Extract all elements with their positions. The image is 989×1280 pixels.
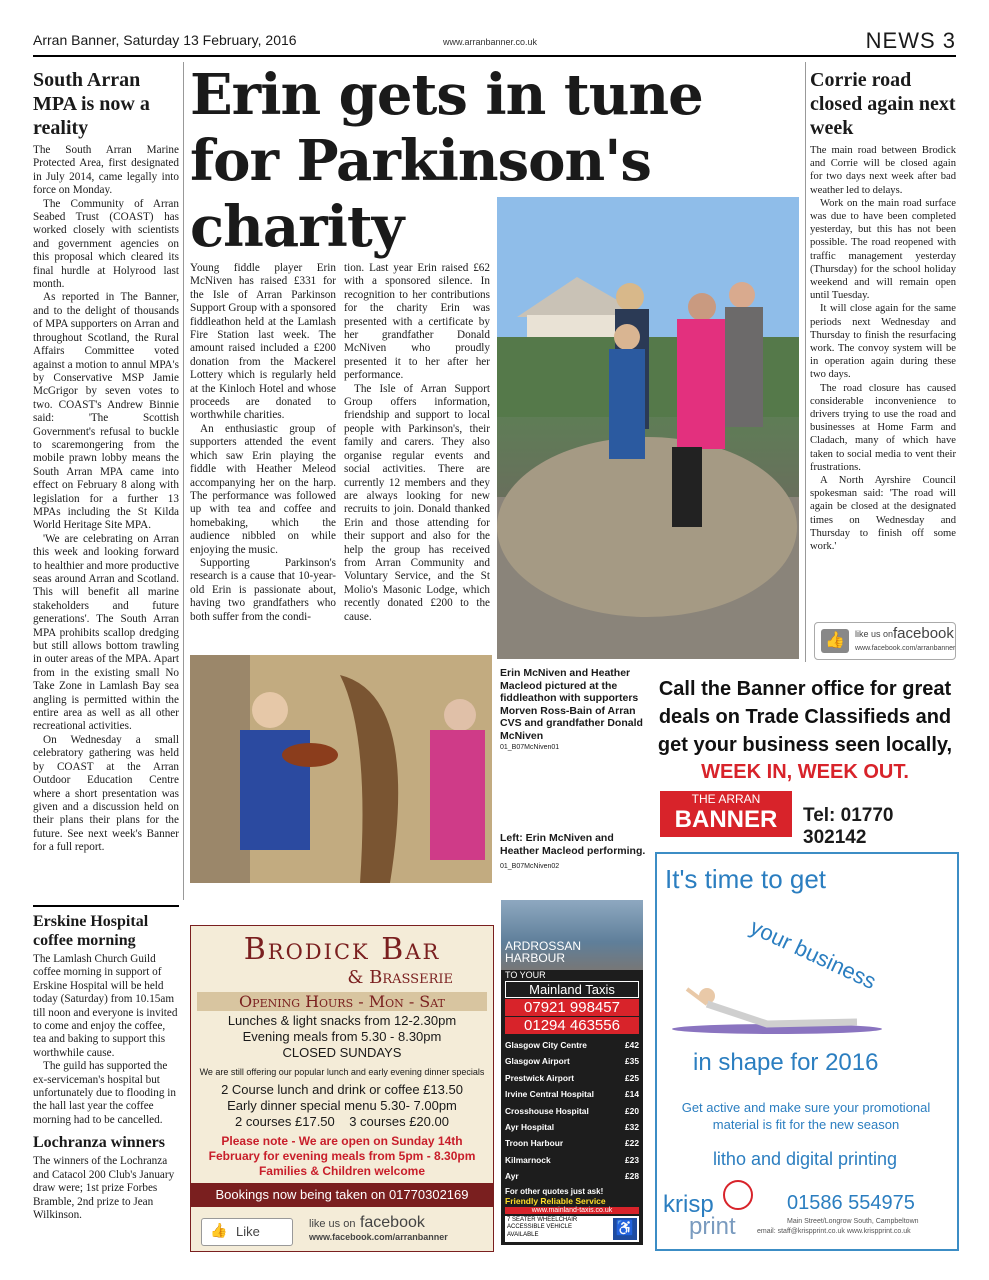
brodick-note: Please note - We are open on Sunday 14th February for evening meals from 5pm - 8.30pm Families & Children welcome [208, 1134, 476, 1178]
like-label: Like [236, 1224, 260, 1239]
fare-price: £28 [625, 1171, 639, 1182]
brodick-fb-url[interactable]: www.facebook.com/arranbanner [309, 1232, 448, 1242]
classifieds-tel: Tel: 01770 302142 [803, 805, 894, 848]
fb-like-text: like us on [855, 629, 894, 639]
fb-brand: facebook [893, 625, 954, 642]
taxi-name: Mainland Taxis [505, 981, 639, 998]
erin-para: Supporting Parkinson's research is a cause that 10-year-old Erin is passionate about, having two grandfathers who both suffer from the condi- [190, 556, 336, 623]
erin-para: An enthusiastic group of supporters attended the event which saw Erin playing the fiddle with Heather Meleod accompanying her on the harp. The performance was followed up with tea and coffee and homebaking, which the audience nibbled on while enjoying the music. [190, 422, 336, 556]
brodick-ad [190, 925, 494, 1252]
header-url[interactable]: www.arranbanner.co.uk [443, 37, 538, 47]
fare-price: £32 [625, 1122, 639, 1133]
erskine-title: Erskine Hospital coffee morning [33, 913, 149, 949]
brodick-lines [191, 1013, 493, 1130]
mpa-title: South Arran MPA is now a reality [33, 69, 150, 139]
brodick-fb-like: like us on [309, 1218, 356, 1230]
brodick-special: 2 Course lunch and drink or coffee £13.50 [221, 1082, 463, 1097]
lochranza-title: Lochranza winners [33, 1134, 165, 1152]
fare-row [505, 1086, 639, 1102]
krisp-phone: 01586 554975 [787, 1192, 915, 1214]
brodick-courses [191, 1114, 493, 1130]
fare-price: £42 [625, 1040, 639, 1050]
logo-top: THE ARRAN [691, 792, 761, 806]
header-rule [33, 55, 956, 57]
logo-bottom: BANNER [674, 806, 778, 833]
classifieds-slogan: WEEK IN, WEEK OUT. [701, 761, 909, 783]
brodick-line: Lunches & light snacks from 12-2.30pm [227, 1013, 457, 1028]
fare-price: £23 [625, 1154, 639, 1165]
taxi-other: For other quotes just ask! [505, 1186, 604, 1196]
harbour-text [505, 940, 581, 964]
fare-row [505, 1152, 639, 1168]
fare-place: Glasgow Airport [505, 1056, 570, 1067]
group-photo [497, 197, 799, 659]
fare-place: Irvine Central Hospital [505, 1089, 594, 1100]
krisp-line3: in shape for 2016 [693, 1049, 879, 1076]
facebook-badge[interactable] [814, 622, 956, 660]
krisp-ad [655, 852, 959, 1251]
harbour-photo [501, 900, 643, 970]
krisp-brand1: krisp [663, 1191, 714, 1218]
fare-row [505, 1135, 639, 1151]
erskine-para: The Lamlash Church Guild coffee morning in support of Erskine Hospital will be held today (Saturday) from 10.15am till noon and everyone is invited to come and enjoy the coffee, tea and baking to support this worthwhile cause. [33, 953, 178, 1059]
harbour-line: HARBOUR [505, 951, 566, 965]
krisp-line1: It's time to get [665, 864, 827, 894]
corrie-para: A North Ayrshire Council spokesman said: 'The road will again be closed at the designated times on Wednesday and Thursday to finish off some work.' [810, 475, 956, 553]
caption-perform-code: 01_B07McNiven02 [500, 863, 560, 870]
fare-row [505, 1037, 639, 1053]
fare-price: £14 [625, 1089, 639, 1100]
krisp-line2: your business [746, 914, 881, 995]
corrie-para: The road closure has caused considerable inconvenience to drivers trying to use the road and businesses at Home Farm and Cladach, many of which have taken to social media to vent their frustrations. [810, 382, 956, 473]
mpa-para: On Wednesday a small celebratory gathering was held by COAST at the Arran Outdoor Education Centre where a short presentation was given and a discussion held on their plans their plans for the future. See next week's Banner for a full report. [33, 733, 179, 854]
divider [33, 905, 179, 907]
fare-list [501, 1035, 643, 1187]
fare-row [505, 1070, 639, 1086]
caption-perform [500, 832, 648, 874]
fare-place: Glasgow City Centre [505, 1040, 587, 1050]
mpa-para: The Community of Arran Seabed Trust (COAST) has worked closely with scientists and government agencies on this proposal which cleared its final hurdle at Holyrood last month. [33, 197, 179, 291]
corrie-body [810, 144, 956, 553]
erskine-body [33, 953, 179, 1127]
krisp-line4: Get active and make sure your promotional material is fit for the new season [681, 1100, 931, 1132]
taxi-phone1: 07921 998457 [505, 999, 639, 1016]
fare-row [505, 1168, 639, 1184]
wheelchair-text: 7 SEATER WHEELCHAIR ACCESSIBLE VEHICLE AVAILABLE [507, 1216, 578, 1238]
thumbs-up-icon: 👍 [210, 1222, 228, 1238]
fare-place: Ayr Hospital [505, 1122, 555, 1133]
brodick-line: Evening meals from 5.30 - 8.30pm [242, 1029, 442, 1044]
erin-col1 [190, 262, 336, 624]
corrie-title: Corrie road closed again next week [810, 69, 956, 139]
mpa-para: The South Arran Marine Protected Area, first designated in July 2014, came legally into force on Monday. [33, 144, 179, 197]
section-label: NEWS 3 [865, 28, 956, 53]
fare-price: £25 [625, 1072, 639, 1083]
brodick-line: CLOSED SUNDAYS [282, 1045, 402, 1060]
brodick-course2: 2 courses £17.50 [235, 1114, 335, 1129]
taxi-phone2: 01294 463556 [505, 1017, 639, 1034]
brodick-special: Early dinner special menu 5.30- 7.00pm [227, 1098, 457, 1113]
mpa-para: 'We are celebrating on Arran this week and looking forward to healthier and more productive seas around Arran and Scotland. This will benefit all marine stakeholders and future generations'. The South Arran MPA prohibits scallop dredging but still allows bottom trawling in outer areas of the MPA. Apart from in the existing small No Take Zone in Lamlash Bay sea angling is permitted within the entire area as well as all other recreational activities. [33, 532, 180, 733]
fare-row [505, 1119, 639, 1135]
caption-group-code: 01_B07McNiven01 [500, 744, 560, 751]
wheelchair-box [505, 1216, 639, 1242]
brodick-fb[interactable] [309, 1214, 448, 1242]
mpa-article [33, 68, 179, 855]
corrie-para: It will close again for the same periods next Wednesday and Thursday to finish the resurfacing work. The convoy system will be in operation again during these two days. [810, 303, 956, 381]
brodick-course3: 3 courses £20.00 [349, 1114, 449, 1129]
fare-place: Crosshouse Hospital [505, 1105, 589, 1116]
brodick-offer: We are still offering our popular lunch and early evening dinner specials [199, 1067, 485, 1077]
corrie-para: Work on the main road surface was due to have been completed yesterday, but this has not been possible. The road reopened with traffic management yesterday (Thursday) for the school holiday weekend and will remain open until Tuesday. [810, 197, 956, 302]
fare-place: Kilmarnock [505, 1154, 551, 1165]
fare-row [505, 1103, 639, 1119]
fb-url[interactable]: www.facebook.com/arranbanner [855, 645, 956, 652]
caption-perform-text: Left: Erin McNiven and Heather Macleod performing. [500, 832, 646, 857]
wheelchair-icon: ♿ [613, 1218, 637, 1240]
lochranza-para: The winners of the Lochranza and Catacol 200 Club's January draw were; 1st prize Forbes Bramble, 2nd prize to Jean Wilkinson. [33, 1155, 175, 1221]
fare-row [505, 1053, 639, 1069]
caption-group [500, 667, 648, 755]
fare-price: £22 [625, 1138, 639, 1149]
performance-photo [190, 655, 492, 883]
erin-para: Young fiddle player Erin McNiven has raised £331 for the Isle of Arran Parkinson Support Group with a sponsored fiddleathon held at the Lamlash Fire Station last week. The amount raised included a £200 donation from the Mackerel Lottery which is regularly held at the Kinloch Hotel and whose proceeds are donated to worthwhile charities. [190, 262, 336, 422]
thumbs-up-icon: 👍 [821, 629, 849, 653]
brodick-bookings: Bookings now being taken on 01770302169 [191, 1183, 493, 1207]
harbour-line: ARDROSSAN [505, 939, 582, 953]
classifieds-line: Call the Banner office for great deals on Trade Classifieds and get your business seen locally, [657, 678, 953, 756]
brodick-hours: Opening Hours - Mon - Sat [197, 992, 487, 1011]
erin-para: tion. Last year Erin raised £62 with a sponsored silence. In recognition to her contributions for the charity Erin was presented with a certificate by her grandfather Donald McNiven who proudly presented it to her after her performance. [344, 262, 490, 382]
taxi-url[interactable]: www.mainland-taxis.co.uk [505, 1207, 639, 1214]
divider [183, 62, 184, 900]
krisp-brand2: print [689, 1213, 736, 1240]
corrie-para: The main road between Brodick and Corrie will be closed again for two days next week after bad weather led to delays. [810, 145, 956, 196]
crosshair-icon [723, 1180, 753, 1210]
fare-price: £35 [625, 1056, 639, 1067]
fare-price: £20 [625, 1105, 639, 1116]
stretch-figure [667, 984, 887, 1034]
erskine-article [33, 912, 179, 1222]
header-left: Arran Banner, Saturday 13 February, 2016 [33, 32, 297, 48]
fare-place: Ayr [505, 1171, 519, 1182]
mpa-body [33, 144, 179, 855]
krisp-email[interactable]: email: staff@krispprint.co.uk www.krispprint.co.uk [757, 1228, 911, 1235]
taxi-to: TO YOUR [505, 970, 546, 980]
erin-col2 [344, 262, 490, 624]
taxi-slogan: Friendly Reliable Service [505, 1195, 606, 1206]
like-button[interactable] [201, 1218, 293, 1246]
caption-group-text: Erin McNiven and Heather Macleod pictured at the fiddleathon with supporters Morven Ross-Bain of Arran CVS and grandfather Donald McNiven [500, 667, 643, 742]
krisp-line5: litho and digital printing [712, 1149, 898, 1169]
erin-headline: Erin gets in tune for Parkinson's charity [190, 62, 703, 260]
brodick-sub: & Brasserie [347, 967, 453, 988]
krisp-addr: Main Street/Longrow South, Campbeltown [787, 1218, 919, 1225]
mpa-para: As reported in The Banner, and to the delight of thousands of MPA supporters on Arran and throughout Scotland, the Rural Affairs Committee voted against a motion to annul MPA's by Conservative MSP Jamie McGrigor by seven votes to two. COAST's Andrew Binnie said: 'The Scottish Government's refusal to buckle to scaremongering from the mobile prawn lobby means the South Arran MPA came into effect on February 8 along with legislation for a further 13 MPAs including the St Kilda World Heritage Site MPA. [33, 291, 179, 532]
lochranza-body [33, 1155, 179, 1222]
corrie-article [810, 68, 956, 553]
banner-logo [660, 791, 792, 837]
erin-para: The Isle of Arran Support Group offers information, friendship and support to local people with Parkinson's, their family and carers. They also organise regular events and social activities. There are currently 12 members and they are always looking for new recruits to join. Donald thanked Erin and those attending for their support and also for the help the group has received from Arran Community and Voluntary Service, and the St Molio's Masonic Lodge, which recently donated £200 to the cause. [344, 382, 490, 623]
taxi-ad [501, 900, 643, 1245]
fare-place: Troon Harbour [505, 1138, 564, 1149]
fare-place: Prestwick Airport [505, 1072, 575, 1083]
brodick-name: Brodick Bar [243, 932, 441, 967]
divider [805, 62, 806, 662]
erskine-para: The guild has supported the ex-serviceman's hospital but unfortunately due to flooding in the hall last year the coffee morning had to be cancelled. [33, 1060, 176, 1126]
classifieds-ad [655, 675, 955, 848]
brodick-fb-brand: facebook [359, 1214, 425, 1231]
